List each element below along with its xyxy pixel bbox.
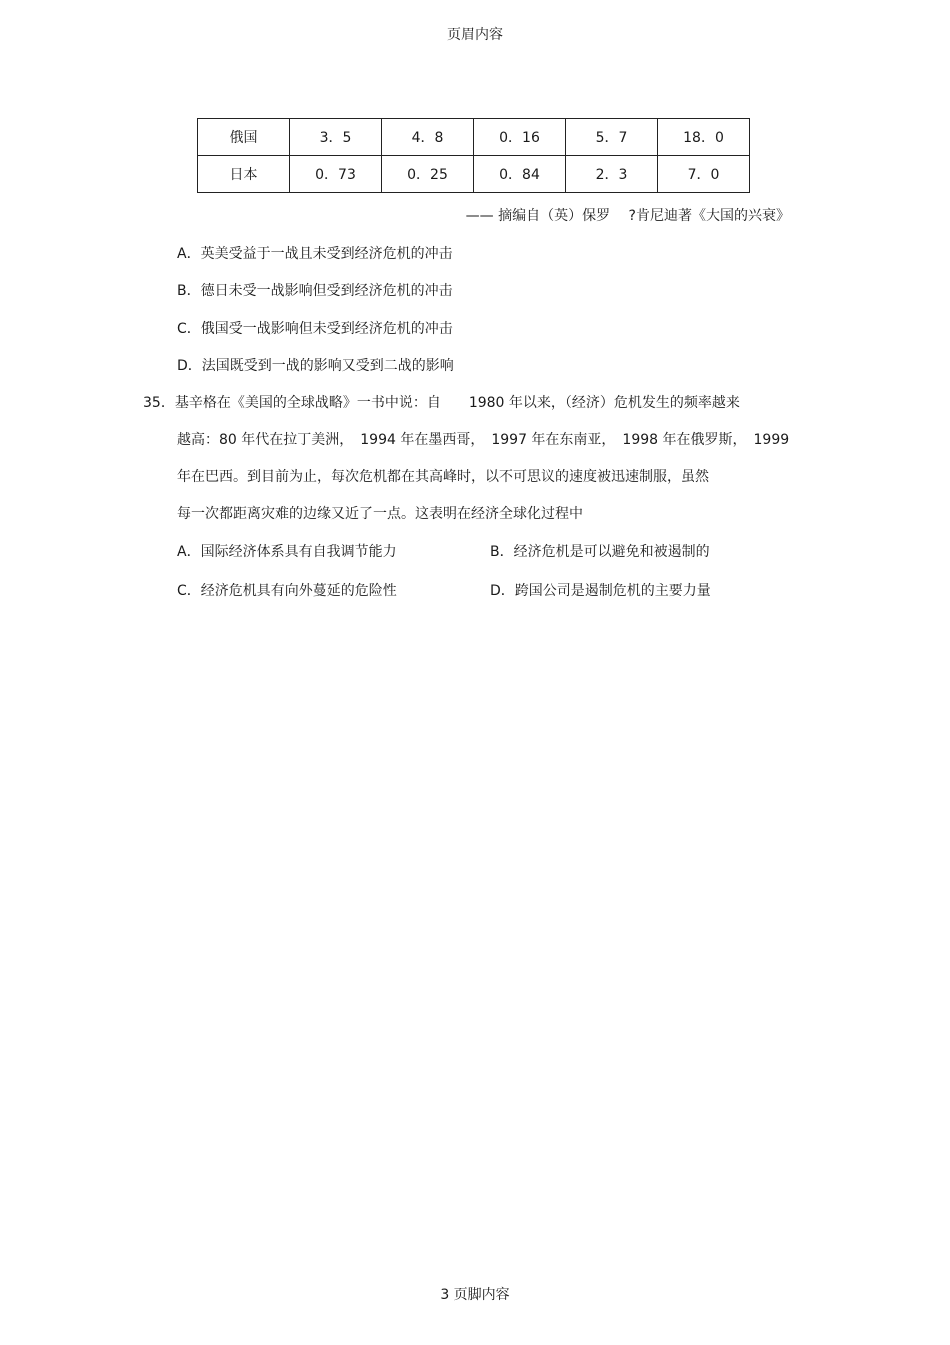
data-table xyxy=(197,118,750,193)
q34-option-a: A．英美受益于一战且未受到经济危机的冲击 xyxy=(177,246,453,262)
q35-option-c: C．经济危机具有向外蔓延的危险性 xyxy=(177,583,397,599)
table-cell: 7．0 xyxy=(658,156,750,193)
page-header: 页眉内容 xyxy=(447,27,503,43)
q35-stem-line-3: 年在巴西。到目前为止，每次危机都在其高峰时，以不可思议的速度被迅速制服，虽然 xyxy=(177,469,709,485)
q35-stem-line-1: 35．基辛格在《美国的全球战略》一书中说：自 1980 年以来，（经济）危机发生的频率越来 xyxy=(143,395,740,411)
q35-stem-line-4: 每一次都距离灾难的边缘又近了一点。这表明在经济全球化过程中 xyxy=(177,506,583,522)
table-cell: 2．3 xyxy=(566,156,658,193)
table-cell: 18．0 xyxy=(658,119,750,156)
q34-option-d: D．法国既受到一战的影响又受到二战的影响 xyxy=(177,358,454,374)
table-cell: 0．25 xyxy=(382,156,474,193)
page-footer: 3 页脚内容 xyxy=(440,1287,510,1303)
table-cell: 4．8 xyxy=(382,119,474,156)
table-cell: 3．5 xyxy=(290,119,382,156)
table-cell-country: 日本 xyxy=(198,156,290,193)
q35-stem-line-2: 越高：80 年代在拉丁美洲， 1994 年在墨西哥， 1997 年在东南亚， 1998 年在俄罗斯， 1999 xyxy=(177,432,790,448)
q35-option-b: B．经济危机是可以避免和被遏制的 xyxy=(490,544,710,560)
table-row xyxy=(198,119,750,156)
table-cell: 0．16 xyxy=(474,119,566,156)
table-cell: 5．7 xyxy=(566,119,658,156)
table-cell: 0．73 xyxy=(290,156,382,193)
table-row xyxy=(198,156,750,193)
table-source-citation: —— 摘编自（英）保罗 ?肯尼迪著《大国的兴衰》 xyxy=(465,208,790,224)
q34-option-c: C．俄国受一战影响但未受到经济危机的冲击 xyxy=(177,321,453,337)
table-cell: 0．84 xyxy=(474,156,566,193)
q35-option-d: D．跨国公司是遏制危机的主要力量 xyxy=(490,583,711,599)
table-cell-country: 俄国 xyxy=(198,119,290,156)
q34-option-b: B．德日未受一战影响但受到经济危机的冲击 xyxy=(177,283,453,299)
q35-option-a: A．国际经济体系具有自我调节能力 xyxy=(177,544,397,560)
